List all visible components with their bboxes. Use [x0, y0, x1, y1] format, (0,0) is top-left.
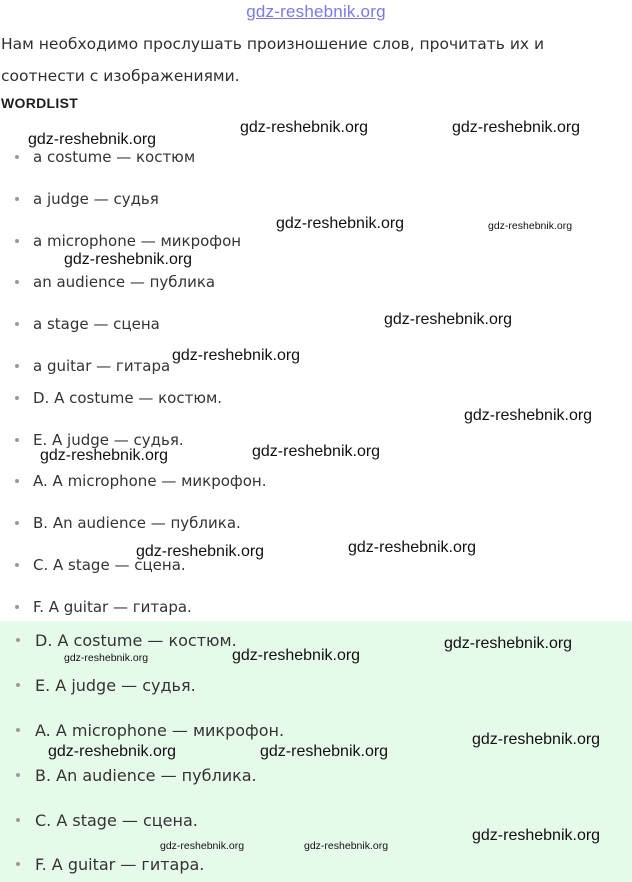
answer-item [16, 763, 257, 787]
site-link[interactable]: gdz-reshebnik.org [246, 2, 386, 21]
list-item [15, 354, 170, 378]
watermark: gdz-reshebnik.org [384, 311, 513, 328]
watermark: gdz-reshebnik.org [464, 407, 593, 424]
watermark: gdz-reshebnik.org [48, 743, 177, 760]
watermark: gdz-reshebnik.org [276, 215, 405, 232]
list-item-text: a judge — судья [33, 190, 159, 208]
bullet-icon [15, 563, 19, 567]
bullet-icon [16, 728, 20, 732]
watermark: gdz-reshebnik.org [160, 840, 245, 852]
watermark: gdz-reshebnik.org [136, 543, 265, 560]
answer-item [16, 628, 237, 652]
answer-item [16, 808, 198, 832]
list-item-text: B. An audience — публика. [33, 514, 241, 532]
answer-item-text: C. A stage — сцена. [35, 810, 198, 830]
list-item [15, 595, 192, 619]
list-item-text: an audience — публика [33, 273, 216, 291]
bullet-icon [15, 396, 19, 400]
answer-item-text: E. A judge — судья. [35, 675, 196, 695]
bullet-icon [15, 605, 19, 609]
watermark: gdz-reshebnik.org [252, 443, 381, 460]
list-item [15, 270, 215, 294]
list-item-text: a costume — костюм [33, 148, 196, 166]
bullet-icon [15, 197, 19, 201]
watermark: gdz-reshebnik.org [444, 635, 573, 652]
watermark: gdz-reshebnik.org [64, 652, 149, 664]
watermark: gdz-reshebnik.org [488, 220, 573, 232]
bullet-icon [16, 818, 20, 822]
bullet-icon [15, 438, 19, 442]
watermark: gdz-reshebnik.org [260, 743, 389, 760]
list-item [15, 312, 160, 336]
answer-item-text: F. A guitar — гитара. [35, 854, 205, 874]
bullet-icon [15, 239, 19, 243]
list-item [15, 386, 222, 410]
watermark: gdz-reshebnik.org [232, 647, 361, 664]
bullet-icon [15, 364, 19, 368]
bullet-icon [16, 773, 20, 777]
list-item-text: C. A stage — сцена. [33, 556, 186, 574]
bullet-icon [15, 479, 19, 483]
list-item-text: F. A guitar — гитара. [33, 598, 192, 616]
list-item [15, 511, 241, 535]
answer-item [16, 852, 204, 876]
list-item-text: D. A costume — костюм. [33, 389, 223, 407]
watermark: gdz-reshebnik.org [452, 119, 581, 136]
watermark: gdz-reshebnik.org [172, 347, 301, 364]
list-item [15, 187, 159, 211]
list-item [15, 469, 266, 493]
bullet-icon [16, 638, 20, 642]
bullet-icon [16, 683, 20, 687]
intro-text: Нам необходимо прослушать произношение слов, прочитать их и соотнести с изображениями. [1, 35, 545, 85]
bullet-icon [15, 155, 19, 159]
watermark: gdz-reshebnik.org [64, 251, 193, 268]
list-item-text: a guitar — гитара [33, 357, 171, 375]
list-item-text: A. A microphone — микрофон. [33, 472, 267, 490]
watermark: gdz-reshebnik.org [28, 131, 157, 148]
bullet-icon [16, 862, 20, 866]
list-item-text: E. A judge — судья. [33, 431, 184, 449]
watermark: gdz-reshebnik.org [472, 827, 601, 844]
site-header [0, 0, 632, 26]
watermark: gdz-reshebnik.org [472, 731, 601, 748]
list-item-text: a stage — сцена [33, 315, 160, 333]
answer-item-text: A. A microphone — микрофон. [35, 720, 285, 740]
bullet-icon [15, 280, 19, 284]
watermark: gdz-reshebnik.org [304, 840, 389, 852]
watermark: gdz-reshebnik.org [40, 447, 169, 464]
answer-item [16, 718, 284, 742]
list-item-text: a microphone — микрофон [33, 232, 242, 250]
wordlist-heading: WORDLIST [1, 95, 79, 111]
bullet-icon [15, 322, 19, 326]
answer-item-text: B. An audience — публика. [35, 765, 257, 785]
watermark: gdz-reshebnik.org [240, 119, 369, 136]
bullet-icon [15, 521, 19, 525]
answer-item-text: D. A costume — костюм. [35, 630, 237, 650]
answer-item [16, 673, 196, 697]
watermark: gdz-reshebnik.org [348, 539, 477, 556]
list-item [15, 229, 241, 253]
